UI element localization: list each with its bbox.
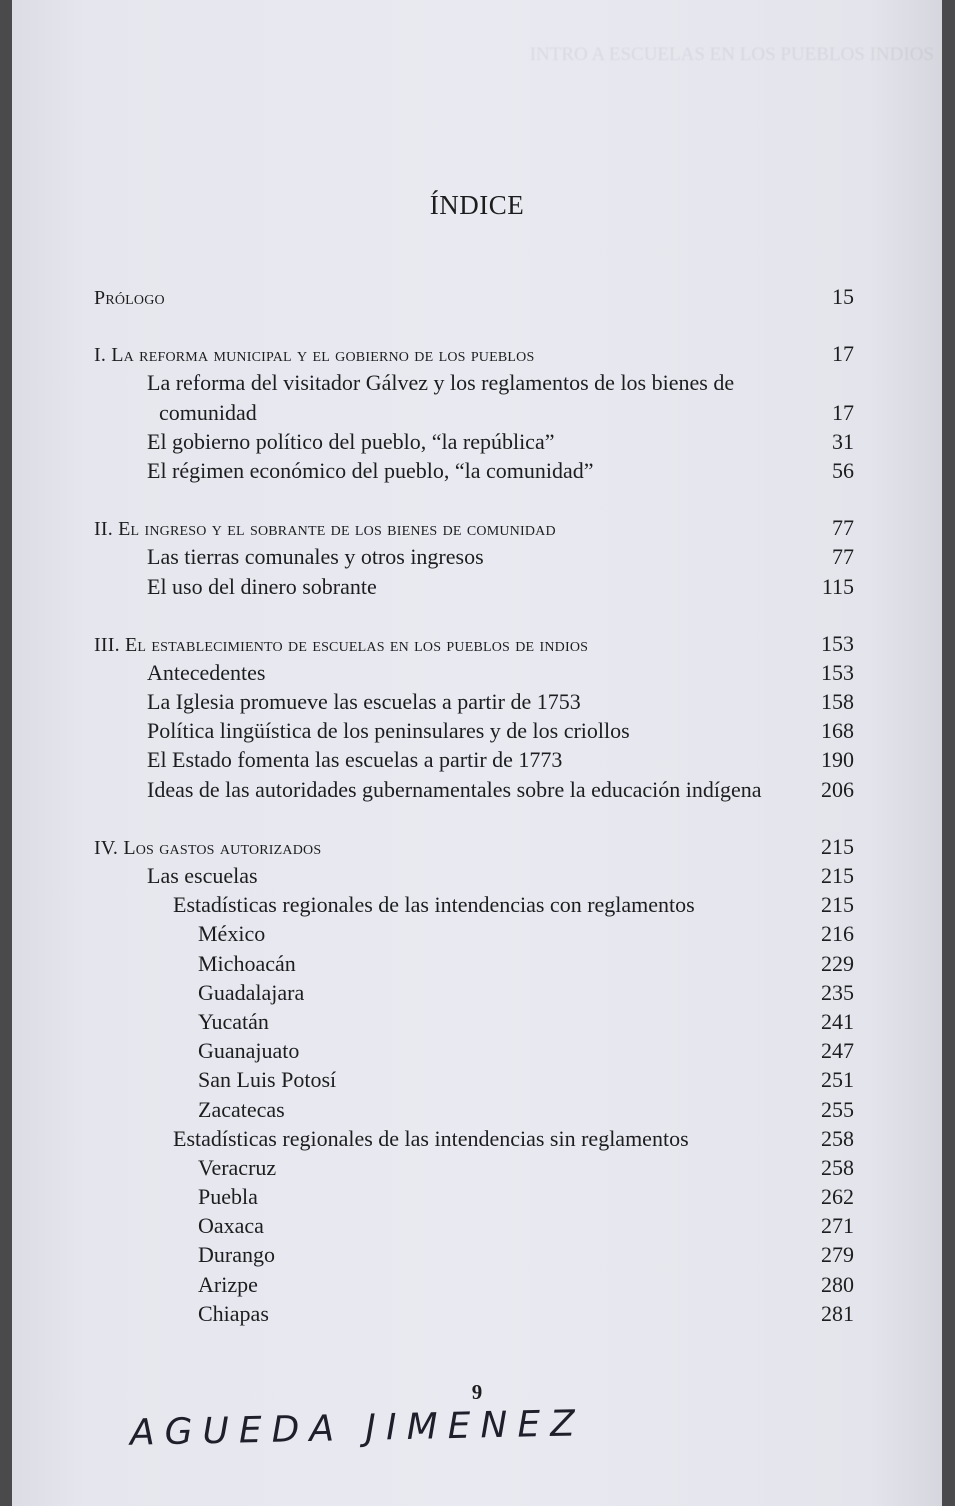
toc-page-number: 235	[821, 979, 854, 1005]
toc-chapter-entry	[94, 629, 854, 658]
toc-entry-title: El Estado fomenta las escuelas a partir de 1773	[147, 747, 563, 773]
toc-page-number: 17	[832, 399, 854, 425]
toc-page-number: 15	[832, 283, 854, 309]
toc-entry-title: Estadísticas regionales de las intendencias con reglamentos	[173, 892, 695, 918]
toc-page-number: 153	[821, 659, 854, 685]
toc-section-entry	[94, 1299, 854, 1328]
toc-section-entry	[94, 542, 854, 571]
toc-page-number: 255	[821, 1096, 854, 1122]
toc-page-number: 262	[821, 1184, 854, 1210]
toc-entry-title: México	[198, 921, 266, 947]
toc-section-entry	[94, 572, 854, 601]
toc-entry-title: El gobierno político del pueblo, “la república”	[147, 428, 555, 454]
toc-chapter-entry	[94, 513, 854, 542]
toc-section-entry	[94, 978, 854, 1007]
toc-entry-title: Oaxaca	[198, 1213, 264, 1239]
toc-entry-title: La Iglesia promueve las escuelas a partir de 1753	[147, 689, 581, 715]
toc-entry-title: Yucatán	[198, 1008, 269, 1034]
toc-entry-title: II. El ingreso y el sobrante de los bienes de comunidad	[94, 518, 556, 541]
toc-page-number: 279	[821, 1242, 854, 1268]
toc-entry-title: Michoacán	[198, 950, 296, 976]
toc-page-number: 206	[821, 776, 854, 802]
toc-entry-title: Política lingüística de los peninsulares y de los criollos	[147, 718, 630, 744]
toc-page-number: 258	[821, 1125, 854, 1151]
toc-page-number: 215	[821, 892, 854, 918]
toc-section-entry	[94, 427, 854, 456]
toc-page-number: 251	[821, 1067, 854, 1093]
toc-entry-title: Zacatecas	[198, 1096, 285, 1122]
toc-section-entry	[94, 1182, 854, 1211]
toc-section-entry	[94, 775, 854, 804]
toc-entry-title: Ideas de las autoridades gubernamentales sobre la educación indígena	[147, 776, 762, 802]
toc-page-number: 17	[832, 341, 854, 367]
toc-section-entry	[94, 919, 854, 948]
toc-page-number: 115	[821, 573, 854, 599]
toc-section-entry	[94, 716, 854, 745]
signature-text: AGUEDA JIMENEZ	[129, 1403, 586, 1454]
toc-page-number: 271	[821, 1213, 854, 1239]
book-page	[12, 0, 942, 1506]
toc-page-number: 280	[821, 1271, 854, 1297]
toc-section-entry	[94, 687, 854, 716]
toc-entry-title: Antecedentes	[147, 659, 266, 685]
toc-entry-title: Chiapas	[198, 1300, 269, 1326]
toc-page-number: 56	[832, 457, 854, 483]
toc-entry-title: Guadalajara	[198, 979, 305, 1005]
toc-section-entry	[94, 1211, 854, 1240]
toc-entry-title: III. El establecimiento de escuelas en los pueblos de indios	[94, 633, 589, 656]
bleed-header: INTRO A ESCUELAS EN LOS PUEBLOS INDIOS	[529, 44, 934, 65]
toc-page-number: 247	[821, 1038, 854, 1064]
toc-section-entry	[94, 1065, 854, 1094]
toc-entry-title: Puebla	[198, 1184, 258, 1210]
toc-page-number: 153	[821, 630, 854, 656]
toc-chapter-entry	[94, 282, 854, 311]
toc-entry-title: I. La reforma municipal y el gobierno de los pueblos	[94, 344, 535, 367]
toc-entry-title: La reforma del visitador Gálvez y los reglamentos de los bienes de comunidad	[147, 370, 735, 425]
toc-page-number: 241	[821, 1008, 854, 1034]
toc-page-number: 168	[821, 718, 854, 744]
toc-section-entry	[94, 949, 854, 978]
toc-page-number: 229	[821, 950, 854, 976]
toc-entry-title: Estadísticas regionales de las intendencias sin reglamentos	[173, 1125, 689, 1151]
toc-page-number: 77	[832, 515, 854, 541]
toc-section-entry	[94, 745, 854, 774]
toc-page-number: 190	[821, 747, 854, 773]
toc-page-number: 77	[832, 544, 854, 570]
toc-entry-title: El uso del dinero sobrante	[147, 573, 377, 599]
toc-page-number: 158	[821, 689, 854, 715]
toc-entry-title: Guanajuato	[198, 1038, 300, 1064]
toc-entry-title: Arizpe	[198, 1271, 258, 1297]
toc-section-entry	[94, 1036, 854, 1065]
toc-entry-title: Durango	[198, 1242, 275, 1268]
toc-section-entry	[94, 658, 854, 687]
toc-page-number: 31	[832, 428, 854, 454]
toc-page-number: 258	[821, 1154, 854, 1180]
table-of-contents	[94, 282, 854, 1328]
page-title: ÍNDICE	[429, 190, 525, 220]
page-number: 9	[471, 1380, 483, 1404]
toc-section-entry	[94, 1153, 854, 1182]
toc-entry-title: El régimen económico del pueblo, “la comunidad”	[147, 457, 594, 483]
toc-section-entry	[94, 1240, 854, 1269]
toc-entry-title: Las tierras comunales y otros ingresos	[147, 544, 484, 570]
toc-section-entry	[94, 368, 854, 426]
toc-section-entry	[94, 456, 854, 485]
toc-section-entry	[94, 1095, 854, 1124]
handwritten-signature	[130, 1403, 586, 1454]
toc-page-number: 281	[821, 1300, 854, 1326]
toc-section-entry	[94, 861, 854, 890]
toc-entry-title: Las escuelas	[147, 863, 258, 889]
bleed-through-text	[414, 40, 934, 69]
toc-page-number: 216	[821, 921, 854, 947]
toc-page-number: 215	[821, 833, 854, 859]
toc-section-entry	[94, 1270, 854, 1299]
toc-entry-title: Veracruz	[198, 1154, 277, 1180]
toc-entry-title: IV. Los gastos autorizados	[94, 836, 322, 859]
toc-entry-title: San Luis Potosí	[198, 1067, 337, 1093]
toc-entry-title: Prólogo	[94, 287, 165, 309]
toc-section-entry	[94, 1007, 854, 1036]
toc-section-entry	[94, 890, 854, 919]
toc-chapter-entry	[94, 339, 854, 368]
toc-section-entry	[94, 1124, 854, 1153]
toc-page-number: 215	[821, 863, 854, 889]
toc-chapter-entry	[94, 832, 854, 861]
